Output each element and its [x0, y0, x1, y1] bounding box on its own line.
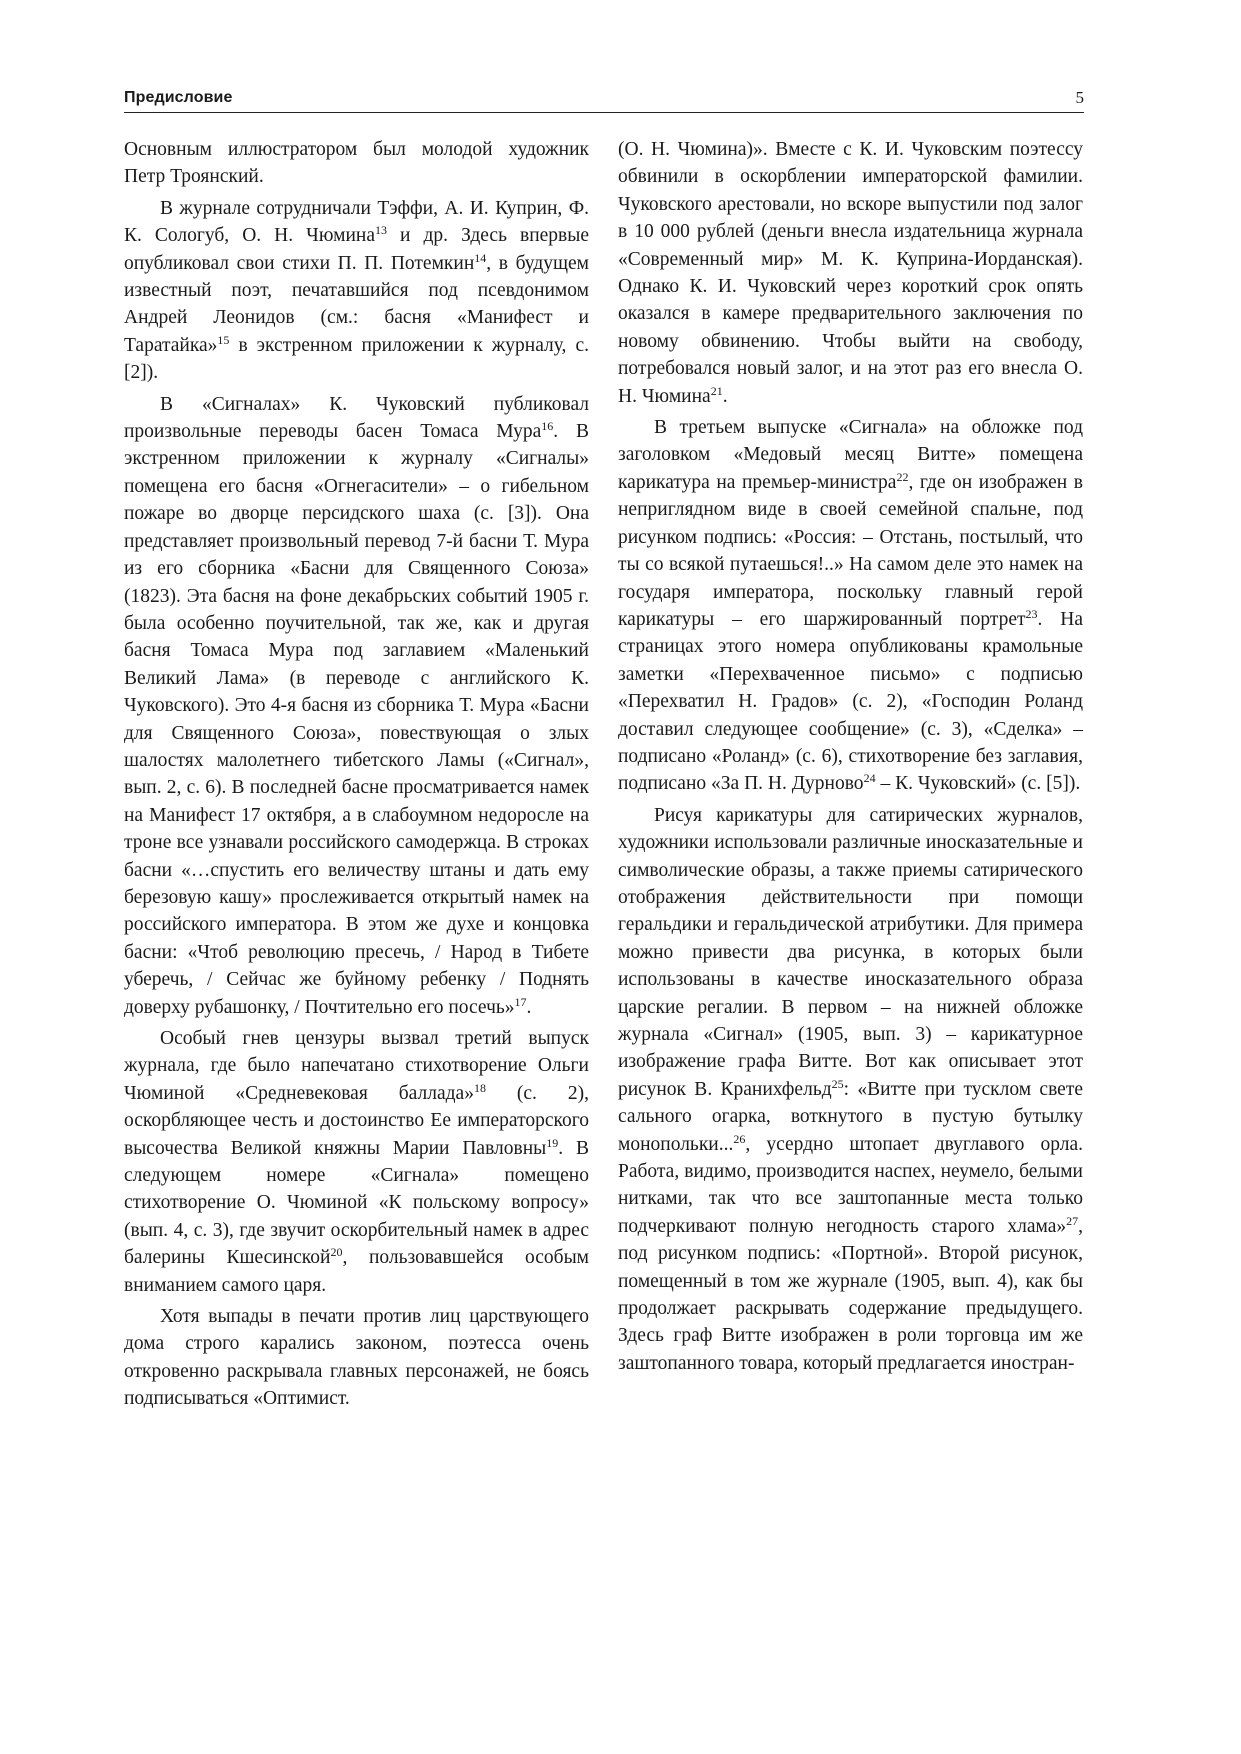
paragraph	[618, 414, 1083, 798]
paragraph	[124, 136, 589, 191]
text-run: .	[526, 996, 532, 1018]
text-run: . На страницах этого номера опубликованы крамольные заметки «Перехваченное письмо» с подписью «Перехватил Н. Градов» (с. 2), «Господин Роланд доставил следующее сообщение» (с. 3), «Сделка» – подписано «Роланд» (с. 6), стихотворение без заглавия, подписано «За П. Н. Дурново	[618, 608, 1083, 795]
running-head	[124, 86, 1084, 113]
text-run: Рисуя карикатуры для сатирических журналов, художники использовали различные иносказательные и символические образы, а также приемы сатирического отображения действительности при помощи геральдики и геральдической атрибутики. Для примера можно привести два рисунка, в которых были использованы в качестве иносказательного образа царские регалии. В первом – на нижней обложке журнала «Сигнал» (1905, вып. 3) – карикатурное изображение графа Витте. Вот как описывает этот рисунок В. Кранихфельд	[618, 804, 1083, 1100]
footnote-ref: 21	[710, 383, 723, 398]
text-run: . В следующем номере «Сигнала» помещено стихотворение О. Чюминой «К польскому вопросу» (вып. 4, с. 3), где звучит оскорбительный намек в адрес балерины Кшесинской	[124, 1137, 589, 1269]
text-run: В журнале сотрудничали Тэффи, А. И. Куприн, Ф. К. Сологуб, О. Н. Чюмина	[124, 197, 589, 247]
text-run: – К. Чуковский» (с. [5]).	[875, 773, 1081, 795]
text-run: (О. Н. Чюмина)». Вместе с К. И. Чуковским поэтессу обвинили в оскорблении императорской фамилии. Чуковского арестовали, но вскоре выпустили под залог в 10 000 рублей (деньги внесла издательница журнала «Современный мир» М. К. Куприна-Иорданская). Однако К. И. Чуковский через короткий срок опять оказался в камере предварительного заключения по новому обвинению. Чтобы выйти на свободу, потребовался новый залог, и на этот раз его внесла О. Н. Чюмина	[618, 139, 1083, 407]
paragraph	[124, 195, 589, 387]
footnote-ref: 20	[330, 1245, 343, 1260]
footnote-ref: 17	[514, 994, 527, 1009]
paragraph	[124, 1025, 589, 1299]
page-number: 5	[1075, 88, 1084, 107]
paragraph	[124, 1303, 589, 1413]
footnote-ref: 24	[863, 771, 876, 786]
footnote-ref: 13	[375, 223, 388, 238]
right-column	[618, 136, 1083, 1381]
footnote-ref: 23	[1025, 606, 1038, 621]
paragraph	[618, 136, 1083, 410]
section-title: Предисловие	[124, 89, 233, 106]
text-run: , пользовавшейся особым вниманием самого царя.	[124, 1247, 590, 1296]
text-run: в экстренном приложении к журналу, с. [2]).	[124, 334, 589, 384]
text-run: , под рисунком подпись: «Портной». Второй рисунок, помещенный в том же журнале (1905, вып. 4), как бы продолжает раскрывать содержание предыдущего. Здесь граф Витте изображен в роли торговца им же заштопанного товара, который предлагается иностран-	[618, 1215, 1083, 1374]
text-run: Основным иллюстратором был молодой художник Петр Троянский.	[124, 139, 589, 188]
text-run: (с. 2), оскорбляющее честь и достоинство Ее императорского высочества Великой княжны Марии Павловны	[124, 1082, 589, 1159]
text-run: , в будущем известный поэт, печатавшийся под псевдонимом Андрей Леонидов (см.: басня «Манифест и Таратайка»	[124, 252, 589, 356]
text-run: , усердно штопает двуглавого орла. Работа, видимо, производится наспех, неумело, белыми нитками, так что все заштопанные места только подчеркивают полную негодность старого хлама»	[618, 1133, 1083, 1237]
paragraph	[618, 802, 1083, 1378]
footnote-ref: 14	[474, 250, 487, 265]
text-run: , где он изображен в неприглядном виде в своей семейной спальне, под рисунком подпись: «Россия: – Отстань, постылый, что ты со всякой путаешься!..» На самом деле это намек на государя императора, поскольку главный герой карикатуры – его шаржированный портрет	[618, 471, 1083, 630]
text-run: В «Сигналах» К. Чуковский публиковал произвольные переводы басен Томаса Мура	[124, 393, 589, 443]
footnote-ref: 18	[473, 1080, 486, 1095]
text-run: В третьем выпуске «Сигнала» на обложке под заголовком «Медовый месяц Витте» помещена карикатура на премьер-министра	[618, 417, 1083, 493]
text-run: и др. Здесь впервые опубликовал свои стихи П. П. Потемкин	[124, 225, 589, 274]
text-run: Особый гнев цензуры вызвал третий выпуск журнала, где было напечатано стихотворение Ольги Чюминой «Средневековая баллада»	[124, 1028, 589, 1104]
footnote-ref: 25	[831, 1076, 844, 1091]
paragraph	[124, 391, 589, 1021]
text-run: Хотя выпады в печати против лиц царствующего дома строго карались законом, поэтесса очень откровенно раскрывала главных персонажей, не боясь подписываться «Оптимист.	[124, 1306, 589, 1410]
left-column	[124, 136, 589, 1417]
footnote-ref: 27	[1066, 1213, 1079, 1228]
footnote-ref: 16	[541, 419, 554, 434]
footnote-ref: 15	[217, 332, 230, 347]
footnote-ref: 19	[546, 1135, 559, 1150]
text-run: : «Витте при тусклом свете сального огарка, воткнутого в пустую бутылку монопольки...	[618, 1078, 1084, 1155]
footnote-ref: 22	[896, 469, 909, 484]
footnote-ref: 26	[733, 1131, 746, 1146]
text-run: .	[722, 385, 728, 407]
text-run: . В экстренном приложении к журналу «Сигналы» помещена его басня «Огнегасители» – о гибельном пожаре во дворце персидского шаха (с. [3]). Она представляет произвольный перевод 7-й басни Т. Мура из его сборника «Басни для Священного Союза» (1823). Эта басня на фоне декабрьских событий 1905 г. была особенно поучительной, так же, как и другая басня Томаса Мура под заглавием «Маленький Великий Лама» (в переводе с английского К. Чуковского). Это 4-я басня из сборника Т. Мура «Басни для Священного Союза», повествующая о злых шалостях малолетнего тибетского Ламы («Сигнал», вып. 2, с. 6). В последней басне просматривается намек на Манифест 17 октября, а в слабоумном недоросле на троне все узнавали российского самодержца. В строках басни «…спустить его величеству штаны и дать ему березовую кашу» прослеживается открытый намек на российского императора. В этом же духе и концовка басни: «Чтоб революцию пресечь, / Народ в Тибете уберечь, / Сейчас же буйному ребенку / Поднять доверху рубашонку, / Почтительно его посечь»	[124, 421, 589, 1018]
